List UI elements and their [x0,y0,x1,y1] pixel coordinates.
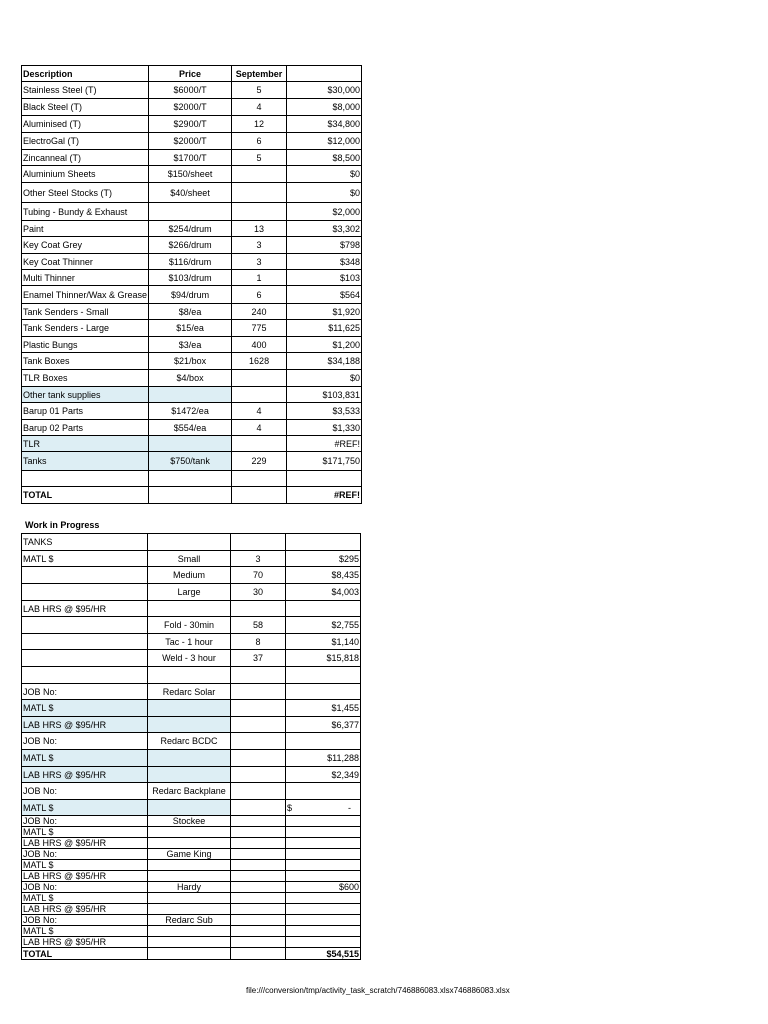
quantity-cell [232,370,287,387]
quantity-cell: 12 [232,116,287,133]
quantity-cell: 3 [231,551,286,567]
quantity-cell: 4 [232,99,287,116]
amount-cell: $34,800 [287,116,362,133]
detail-cell: Hardy [148,882,231,893]
quantity-cell: 5 [232,82,287,99]
quantity-cell [231,937,286,948]
wip-row [22,893,361,904]
quantity-cell [231,827,286,838]
amount-cell [286,860,361,871]
inventory-row [22,99,362,116]
amount-cell: $54,515 [286,948,361,960]
description-cell: JOB No: [22,684,148,700]
amount-cell [286,800,361,816]
quantity-cell [231,700,286,717]
detail-cell [148,767,231,783]
description-cell: LAB HRS @ $95/HR [22,717,148,733]
wip-row [22,717,361,733]
amount-cell: $1,140 [286,634,361,650]
quantity-cell: 70 [231,567,286,584]
quantity-cell [231,915,286,926]
inventory-row [22,487,362,504]
quantity-cell [231,534,286,551]
inventory-row [22,203,362,221]
quantity-cell [231,684,286,700]
amount-cell: $8,435 [286,567,361,584]
detail-cell [148,700,231,717]
amount-cell: $1,920 [287,304,362,320]
wip-row [22,700,361,717]
detail-cell: Game King [148,849,231,860]
detail-cell: $266/drum [149,237,232,254]
quantity-cell: 3 [232,237,287,254]
quantity-cell [231,838,286,849]
detail-cell: Small [148,551,231,567]
detail-cell: $150/sheet [149,166,232,183]
detail-cell: Redarc Sub [148,915,231,926]
wip-row [22,904,361,915]
inventory-header-row [22,66,362,82]
detail-cell [148,838,231,849]
description-cell: LAB HRS @ $95/HR [22,904,148,915]
quantity-cell [231,717,286,733]
amount-cell: $3,302 [287,221,362,237]
amount-cell [286,667,361,684]
quantity-cell [231,800,286,816]
description-cell: JOB No: [22,882,148,893]
quantity-cell: 775 [232,320,287,337]
amount-cell: $798 [287,237,362,254]
description-cell: Tubing - Bundy & Exhaust [22,203,149,221]
quantity-cell: 6 [232,133,287,150]
wip-row [22,926,361,937]
wip-row [22,915,361,926]
quantity-cell [231,733,286,750]
quantity-cell: 37 [231,650,286,667]
description-cell: Plastic Bungs [22,337,149,353]
inventory-row [22,420,362,436]
wip-row [22,584,361,601]
amount-cell [286,915,361,926]
quantity-cell [232,387,287,403]
description-cell: Multi Thinner [22,270,149,286]
detail-cell: Large [148,584,231,601]
amount-cell: $103,831 [287,387,362,403]
wip-row [22,816,361,827]
inventory-row [22,166,362,183]
description-cell [22,567,148,584]
detail-cell [149,387,232,403]
detail-cell: $254/drum [149,221,232,237]
description-cell: Aluminised (T) [22,116,149,133]
quantity-cell [231,871,286,882]
detail-cell: $2000/T [149,99,232,116]
header-description: Description [22,66,149,82]
quantity-cell: 4 [232,420,287,436]
wip-row [22,667,361,684]
detail-cell: Medium [148,567,231,584]
description-cell [22,667,148,684]
quantity-cell [232,203,287,221]
amount-cell: $0 [287,183,362,203]
quantity-cell: 8 [231,634,286,650]
amount-cell: $171,750 [287,452,362,471]
quantity-cell [231,767,286,783]
quantity-cell: 240 [232,304,287,320]
amount-cell [286,733,361,750]
detail-cell: $1472/ea [149,403,232,420]
description-cell: JOB No: [22,915,148,926]
inventory-row [22,471,362,487]
amount-cell: #REF! [287,436,362,452]
quantity-cell: 1628 [232,353,287,370]
detail-cell [148,667,231,684]
description-cell: JOB No: [22,783,148,800]
footer-file-path: file:///conversion/tmp/activity_task_scratch/746886083.xlsx746886083.xlsx [246,986,510,995]
detail-cell [148,827,231,838]
inventory-row [22,353,362,370]
amount-cell [286,827,361,838]
quantity-cell [231,948,286,960]
inventory-row [22,183,362,203]
description-cell: MATL $ [22,860,148,871]
wip-row [22,838,361,849]
wip-row [22,551,361,567]
description-cell [22,471,149,487]
detail-cell: $4/box [149,370,232,387]
inventory-row [22,237,362,254]
inventory-row [22,82,362,99]
detail-cell [149,436,232,452]
amount-cell [286,601,361,617]
amount-cell: $2,755 [286,617,361,634]
description-cell: LAB HRS @ $95/HR [22,767,148,783]
amount-cell: $600 [286,882,361,893]
wip-row [22,948,361,960]
amount-cell: #REF! [287,487,362,504]
description-cell: MATL $ [22,700,148,717]
wip-row [22,733,361,750]
wip-row [22,650,361,667]
description-cell: Stainless Steel (T) [22,82,149,99]
amount-cell: $34,188 [287,353,362,370]
quantity-cell [231,849,286,860]
quantity-cell [231,783,286,800]
description-cell: MATL $ [22,926,148,937]
amount-cell: $295 [286,551,361,567]
quantity-cell: 5 [232,150,287,166]
amount-cell [287,471,362,487]
wip-row [22,684,361,700]
amount-cell [286,684,361,700]
wip-row [22,750,361,767]
description-cell: MATL $ [22,893,148,904]
amount-cell [286,937,361,948]
detail-cell: $103/drum [149,270,232,286]
wip-row [22,534,361,551]
inventory-row [22,133,362,150]
description-cell: Zincanneal (T) [22,150,149,166]
inventory-row [22,116,362,133]
amount-cell: $8,000 [287,99,362,116]
description-cell: Key Coat Grey [22,237,149,254]
quantity-cell [231,667,286,684]
quantity-cell: 229 [232,452,287,471]
detail-cell: $1700/T [149,150,232,166]
inventory-row [22,254,362,270]
detail-cell: Tac - 1 hour [148,634,231,650]
inventory-row [22,387,362,403]
detail-cell: Weld - 3 hour [148,650,231,667]
detail-cell: $3/ea [149,337,232,353]
wip-row [22,783,361,800]
quantity-cell: 30 [231,584,286,601]
description-cell [22,650,148,667]
description-cell [22,617,148,634]
description-cell: Barup 02 Parts [22,420,149,436]
quantity-cell [232,436,287,452]
detail-cell: $554/ea [149,420,232,436]
amount-cell: $11,288 [286,750,361,767]
quantity-cell [231,904,286,915]
amount-cell: $2,349 [286,767,361,783]
detail-cell: $750/tank [149,452,232,471]
quantity-cell: 6 [232,286,287,304]
quantity-cell [231,926,286,937]
amount-cell [286,816,361,827]
description-cell: Aluminium Sheets [22,166,149,183]
quantity-cell [231,882,286,893]
detail-cell: $15/ea [149,320,232,337]
quantity-cell [232,487,287,504]
inventory-row [22,320,362,337]
wip-row [22,634,361,650]
amount-cell [286,783,361,800]
inventory-row [22,150,362,166]
description-cell: Black Steel (T) [22,99,149,116]
wip-row [22,827,361,838]
quantity-cell: 3 [232,254,287,270]
detail-cell [148,534,231,551]
amount-cell: $103 [287,270,362,286]
inventory-row [22,452,362,471]
description-cell: MATL $ [22,800,148,816]
description-cell: JOB No: [22,733,148,750]
description-cell: TANKS [22,534,148,551]
amount-cell: $11,625 [287,320,362,337]
quantity-cell [231,893,286,904]
detail-cell: $2900/T [149,116,232,133]
description-cell: TLR [22,436,149,452]
detail-cell [148,904,231,915]
inventory-row [22,286,362,304]
amount-cell: $8,500 [287,150,362,166]
wip-table [21,533,361,960]
detail-cell [148,893,231,904]
quantity-cell [231,750,286,767]
description-cell: Tank Boxes [22,353,149,370]
amount-cell: $30,000 [287,82,362,99]
description-cell: MATL $ [22,827,148,838]
description-cell: MATL $ [22,551,148,567]
quantity-cell: 13 [232,221,287,237]
detail-cell: Fold - 30min [148,617,231,634]
amount-cell: $6,377 [286,717,361,733]
detail-cell [148,948,231,960]
quantity-cell [232,471,287,487]
description-cell: TOTAL [22,948,148,960]
description-cell [22,584,148,601]
detail-cell: Redarc BCDC [148,733,231,750]
amount-cell: $564 [287,286,362,304]
inventory-row [22,304,362,320]
amount-cell: $15,818 [286,650,361,667]
wip-row [22,567,361,584]
quantity-cell [231,601,286,617]
detail-cell [148,800,231,816]
quantity-cell: 58 [231,617,286,634]
detail-cell: $94/drum [149,286,232,304]
description-cell: JOB No: [22,849,148,860]
description-cell: Other tank supplies [22,387,149,403]
detail-cell: $2000/T [149,133,232,150]
amount-cell: $0 [287,370,362,387]
detail-cell: Stockee [148,816,231,827]
detail-cell [148,926,231,937]
wip-row [22,849,361,860]
inventory-row [22,337,362,353]
detail-cell [148,750,231,767]
description-cell: Other Steel Stocks (T) [22,183,149,203]
detail-cell: $40/sheet [149,183,232,203]
amount-cell: $0 [287,166,362,183]
detail-cell: $21/box [149,353,232,370]
quantity-cell: 4 [232,403,287,420]
amount-cell: $1,330 [287,420,362,436]
inventory-table [21,65,362,504]
amount-cell: $1,200 [287,337,362,353]
wip-row [22,601,361,617]
quantity-cell [232,183,287,203]
amount-value: - [348,802,351,813]
description-cell: TLR Boxes [22,370,149,387]
header-september: September [232,66,287,82]
description-cell: LAB HRS @ $95/HR [22,838,148,849]
amount-cell: $12,000 [287,133,362,150]
detail-cell [148,871,231,882]
description-cell: Barup 01 Parts [22,403,149,420]
amount-cell: $3,533 [287,403,362,420]
wip-row [22,767,361,783]
detail-cell: $8/ea [149,304,232,320]
description-cell: Tank Senders - Small [22,304,149,320]
amount-cell: $4,003 [286,584,361,601]
amount-cell [286,893,361,904]
quantity-cell [232,166,287,183]
currency-symbol: $ [287,802,293,813]
detail-cell: $6000/T [149,82,232,99]
quantity-cell: 400 [232,337,287,353]
inventory-row [22,436,362,452]
inventory-table-body [22,66,362,504]
detail-cell [148,937,231,948]
wip-row [22,882,361,893]
amount-cell: $1,455 [286,700,361,717]
description-cell: Tank Senders - Large [22,320,149,337]
amount-cell [286,926,361,937]
quantity-cell: 1 [232,270,287,286]
description-cell: TOTAL [22,487,149,504]
detail-cell [149,203,232,221]
amount-cell [286,838,361,849]
quantity-cell [231,816,286,827]
inventory-row [22,270,362,286]
detail-cell: Redarc Backplane [148,783,231,800]
description-cell: Tanks [22,452,149,471]
detail-cell: Redarc Solar [148,684,231,700]
detail-cell [149,471,232,487]
description-cell: LAB HRS @ $95/HR [22,601,148,617]
inventory-row [22,370,362,387]
wip-row [22,937,361,948]
wip-row [22,617,361,634]
header-amount [287,66,362,82]
description-cell: LAB HRS @ $95/HR [22,937,148,948]
description-cell: JOB No: [22,816,148,827]
amount-cell: $2,000 [287,203,362,221]
description-cell: MATL $ [22,750,148,767]
amount-cell [286,904,361,915]
amount-cell [286,871,361,882]
description-cell [22,634,148,650]
description-cell: Enamel Thinner/Wax & Grease [22,286,149,304]
header-price: Price [149,66,232,82]
amount-cell: $348 [287,254,362,270]
amount-cell [286,849,361,860]
wip-row [22,860,361,871]
detail-cell [149,487,232,504]
description-cell: Key Coat Thinner [22,254,149,270]
description-cell: LAB HRS @ $95/HR [22,871,148,882]
amount-cell [286,534,361,551]
description-cell: Paint [22,221,149,237]
wip-section-title: Work in Progress [25,520,100,530]
inventory-row [22,221,362,237]
quantity-cell [231,860,286,871]
wip-table-body [22,534,361,960]
inventory-row [22,403,362,420]
detail-cell: $116/drum [149,254,232,270]
wip-row [22,871,361,882]
detail-cell [148,717,231,733]
detail-cell [148,860,231,871]
wip-row [22,800,361,816]
detail-cell [148,601,231,617]
description-cell: ElectroGal (T) [22,133,149,150]
